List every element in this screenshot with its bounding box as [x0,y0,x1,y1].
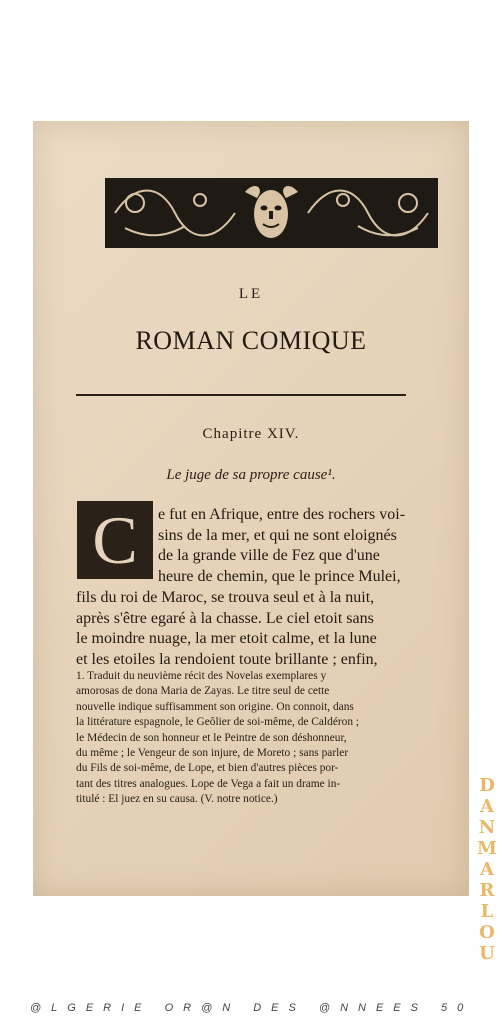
body-line: après s'être egaré à la chasse. Le ciel etoit sans [76,609,374,627]
footnote-line: nouvelle indique suffisamment son origine. On connoit, dans [76,700,354,713]
ornamental-headpiece [105,178,438,248]
dropcap-letter: C [77,501,153,579]
body-line: le moindre nuage, la mer etoit calme, et la lune [76,630,377,648]
watermark-letter: D [479,775,495,796]
watermark-letter: M [477,838,497,859]
chapter-heading: Chapitre XIV. [202,426,300,442]
watermark-letter: O [479,922,495,943]
footnote-line: 1. Traduit du neuvième récit des Novelas exemplares y [76,670,327,682]
footnote-line: du même ; le Vengeur de son injure, de Moreto ; sans parler [76,747,349,760]
footer-watermark: @LGERIE OR@N DES @NNEES 50 [30,1002,474,1014]
vertical-watermark [476,775,498,964]
watermark-letter: N [478,817,496,838]
chapter-subtitle: Le juge de sa propre cause¹. [166,467,336,483]
watermark-letter: L [480,901,494,922]
title-le: LE [238,286,264,302]
footnote-line: amorosas de dona Maria de Zayas. Le titre seul de cette [76,685,330,698]
book-page [33,121,469,896]
footnote-line: la littérature espagnole, le Geôlier de soi-même, de Caldéron ; [76,716,360,729]
book-title: ROMAN COMIQUE [135,326,367,355]
body-line: et les etoiles la rendoient toute brillante ; enfin, [76,650,378,668]
body-line: e fut en Afrique, entre des rochers voi- [158,506,406,523]
title-rule [76,394,406,396]
body-line: heure de chemin, que le prince Mulei, [158,568,401,586]
body-text [76,505,406,671]
watermark-letter: A [480,796,494,817]
footnote [76,669,406,808]
body-line: sins de la mer, et qui ne sont eloignés [158,526,397,544]
footnote-line: tant des titres analogues. Lope de Vega a fait un drame in- [76,777,341,790]
footnote-line: titulé : El juez en su causa. (V. notre notice.) [76,793,278,806]
body-line: de la grande ville de Fez que d'une [158,547,380,565]
watermark-letter: A [480,859,494,880]
watermark-letter: U [479,943,495,964]
footnote-line: le Médecin de son honneur et le Peintre de son déshonneur, [76,731,347,744]
watermark-letter: R [479,880,495,901]
footnote-line: du Fils de soi-même, de Lope, et bien d'autres pièces por- [76,762,339,775]
body-line: fils du roi de Maroc, se trouva seul et à la nuit, [76,588,375,606]
